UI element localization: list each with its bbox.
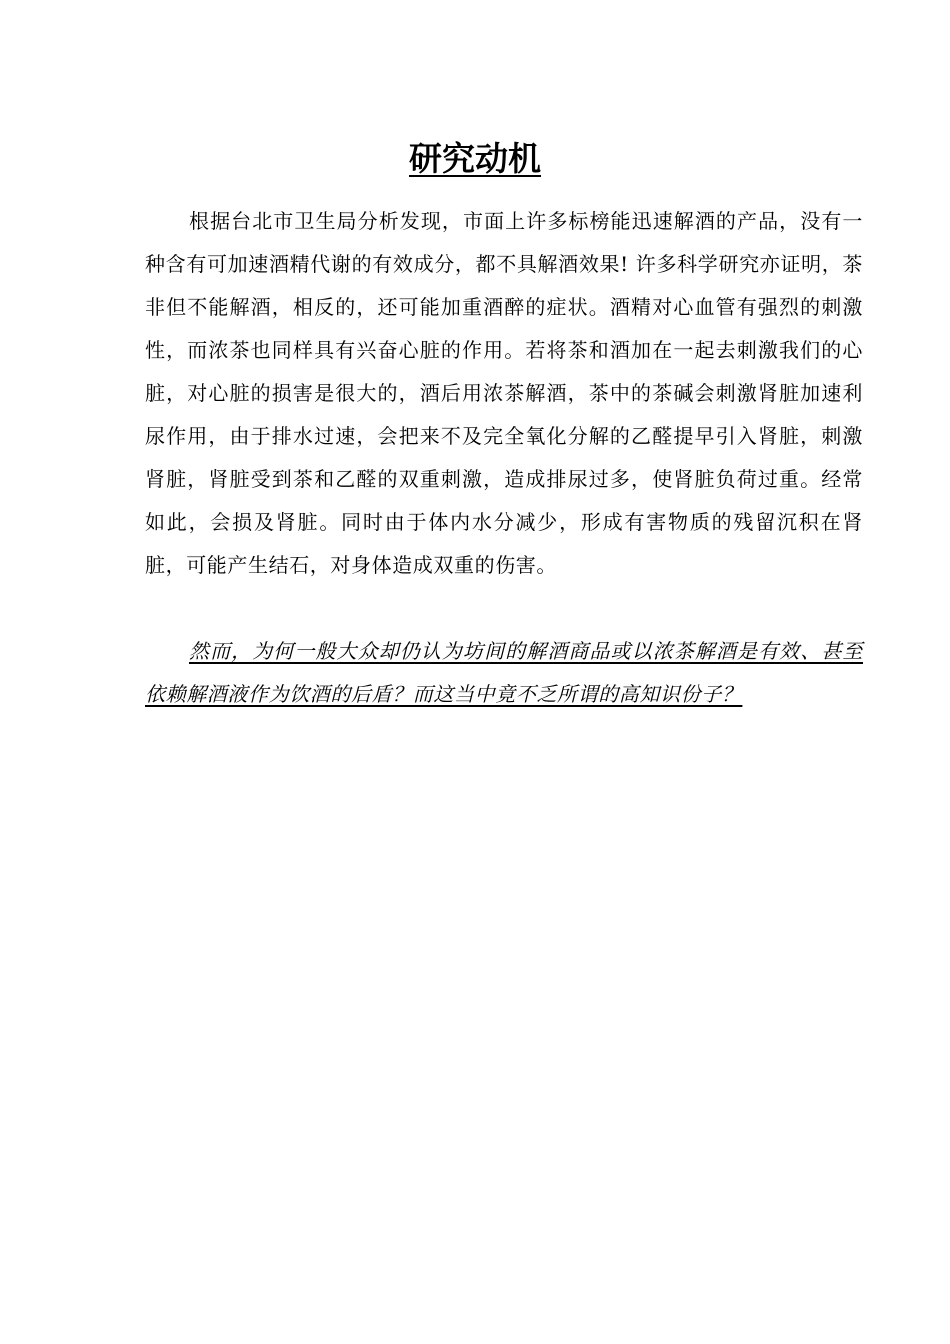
question-paragraph: 然而，为何一般大众却仍认为坊间的解酒商品或以浓茶解酒是有效、甚至依赖解酒液作为饮酒的后盾？而这当中竟不乏所谓的高知识份子？: [145, 639, 863, 706]
document-title-text: 研究动机: [409, 139, 541, 178]
body-paragraph: 根据台北市卫生局分析发现，市面上许多标榜能迅速解酒的产品，没有一种含有可加速酒精代谢的有效成分，都不具解酒效果! 许多科学研究亦证明，茶非但不能解酒，相反的，还可能加重酒醉的症状。酒精对心血管有强烈的刺激性，而浓茶也同样具有兴奋心脏的作用。若将茶和酒加在一起去刺激我们的心脏，对心脏的损害是很大的，酒后用浓茶解酒，茶中的茶碱会刺激肾脏加速利尿作用，由于排水过速，会把来不及完全氧化分解的乙醛提早引入肾脏，刺激肾脏，肾脏受到茶和乙醛的双重刺激，造成排尿过多，使肾脏负荷过重。经常如此，会损及肾脏。同时由于体内水分减少，形成有害物质的残留沉积在肾脏，可能产生结石，对身体造成双重的伤害。: [145, 209, 863, 577]
document-title: [0, 136, 950, 182]
